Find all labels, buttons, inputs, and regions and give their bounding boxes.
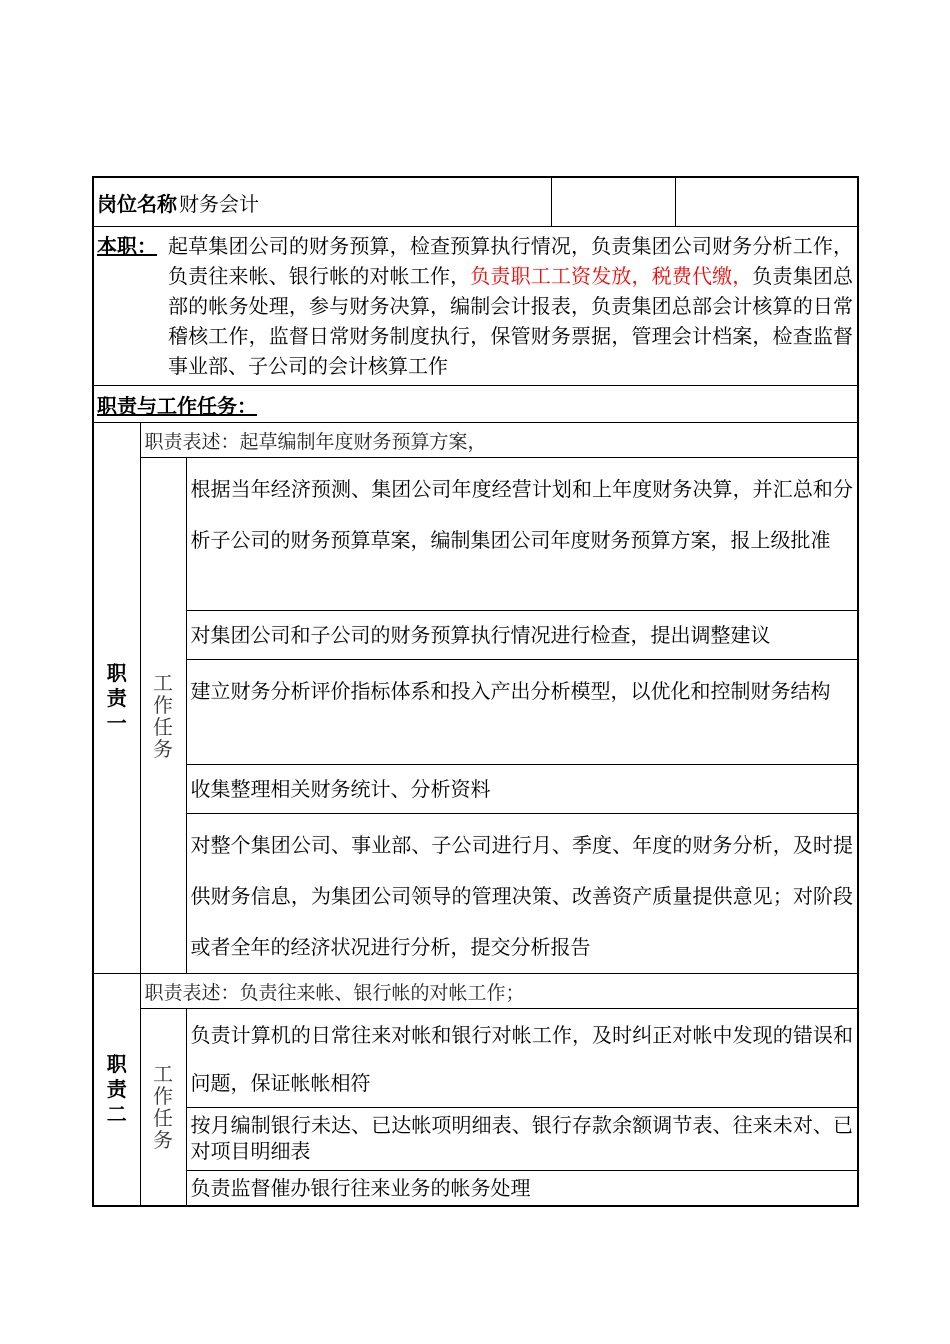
section-title: 职责与工作任务：	[97, 393, 257, 418]
benzhi-text	[168, 231, 853, 381]
benzhi-text-highlight: 负责职工工资发放，税费代缴，	[470, 264, 753, 288]
section-title-row	[93, 386, 858, 423]
duty-1-task-1: 根据当年经济预测、集团公司年度经营计划和上年度财务决算，并汇总和分析子公司的财务预算草案，编制集团公司年度财务预算方案，报上级批准	[186, 458, 858, 611]
duty-1-desc: 职责表述：起草编制年度财务预算方案，	[140, 423, 858, 458]
duty-2-task-3: 负责监督催办银行往来业务的帐务处理	[186, 1171, 858, 1207]
duty-2-label: 职责二	[106, 1052, 127, 1126]
duty-2-task-row	[93, 1171, 858, 1207]
duty-1-label-cell	[93, 423, 140, 974]
duty-2-task-2: 按月编制银行未达、已达帐项明细表、银行存款余额调节表、往来未对、已对项目明细表	[186, 1108, 858, 1171]
benzhi-row	[93, 227, 858, 386]
duty-1-task-row	[93, 765, 858, 814]
duty-1-label: 职责一	[106, 660, 127, 735]
duty-1-task-3: 建立财务分析评价指标体系和投入产出分析模型，以优化和控制财务结构	[186, 660, 858, 765]
duty-2-task-1: 负责计算机的日常往来对帐和银行对帐工作，及时纠正对帐中发现的错误和问题，保证帐帐相符	[186, 1009, 858, 1108]
job-description-sheet	[92, 176, 857, 1207]
post-cell	[93, 177, 551, 227]
benzhi-cell	[93, 227, 858, 386]
duty-2-label-cell	[93, 974, 140, 1207]
duty-2-task-label: 工作任务	[153, 1062, 173, 1152]
duty-1-task-row	[93, 611, 858, 660]
duty-1-task-row	[93, 814, 858, 974]
post-extra-cell-1	[551, 177, 675, 227]
duty-2-task-row	[93, 1009, 858, 1108]
duty-2-task-label-cell	[140, 1009, 186, 1207]
benzhi-text-part-2: 负责集团总部的帐务处理，参与财务决算，编制会计报表，负责集团总部会计核算的日常稽核工作，监督日常财务制度执行，保管财务票据，管理会计档案，检查监督事业部、子公司的会计核算工作	[168, 264, 854, 378]
duty-1-task-label-cell	[140, 458, 186, 974]
post-value: 财务会计	[179, 191, 259, 216]
duty-2-desc: 职责表述：负责往来帐、银行帐的对帐工作；	[140, 974, 858, 1009]
section-title-cell	[93, 386, 858, 423]
post-row	[93, 177, 858, 227]
duty-1-task-5: 对整个集团公司、事业部、子公司进行月、季度、年度的财务分析，及时提供财务信息，为集团公司领导的管理决策、改善资产质量提供意见；对阶段或者全年的经济状况进行分析，提交分析报告	[186, 814, 858, 974]
duty-1-task-4: 收集整理相关财务统计、分析资料	[186, 765, 858, 814]
duty-1-desc-row	[93, 423, 858, 458]
duty-1-task-row	[93, 458, 858, 611]
post-label: 岗位名称	[97, 191, 177, 216]
benzhi-label: 本职：	[97, 234, 157, 258]
benzhi-text-part-1: 起草集团公司的财务预算，检查预算执行情况，负责集团公司财务分析工作，负责往来帐、银行帐的对帐工作，	[168, 234, 853, 288]
duty-1-task-row	[93, 660, 858, 765]
duty-1-task-2: 对集团公司和子公司的财务预算执行情况进行检查，提出调整建议	[186, 611, 858, 660]
duty-1-task-label: 工作任务	[153, 670, 173, 761]
job-description-table	[92, 176, 859, 1207]
duty-2-task-row	[93, 1108, 858, 1171]
post-extra-cell-2	[675, 177, 858, 227]
duty-2-desc-row	[93, 974, 858, 1009]
